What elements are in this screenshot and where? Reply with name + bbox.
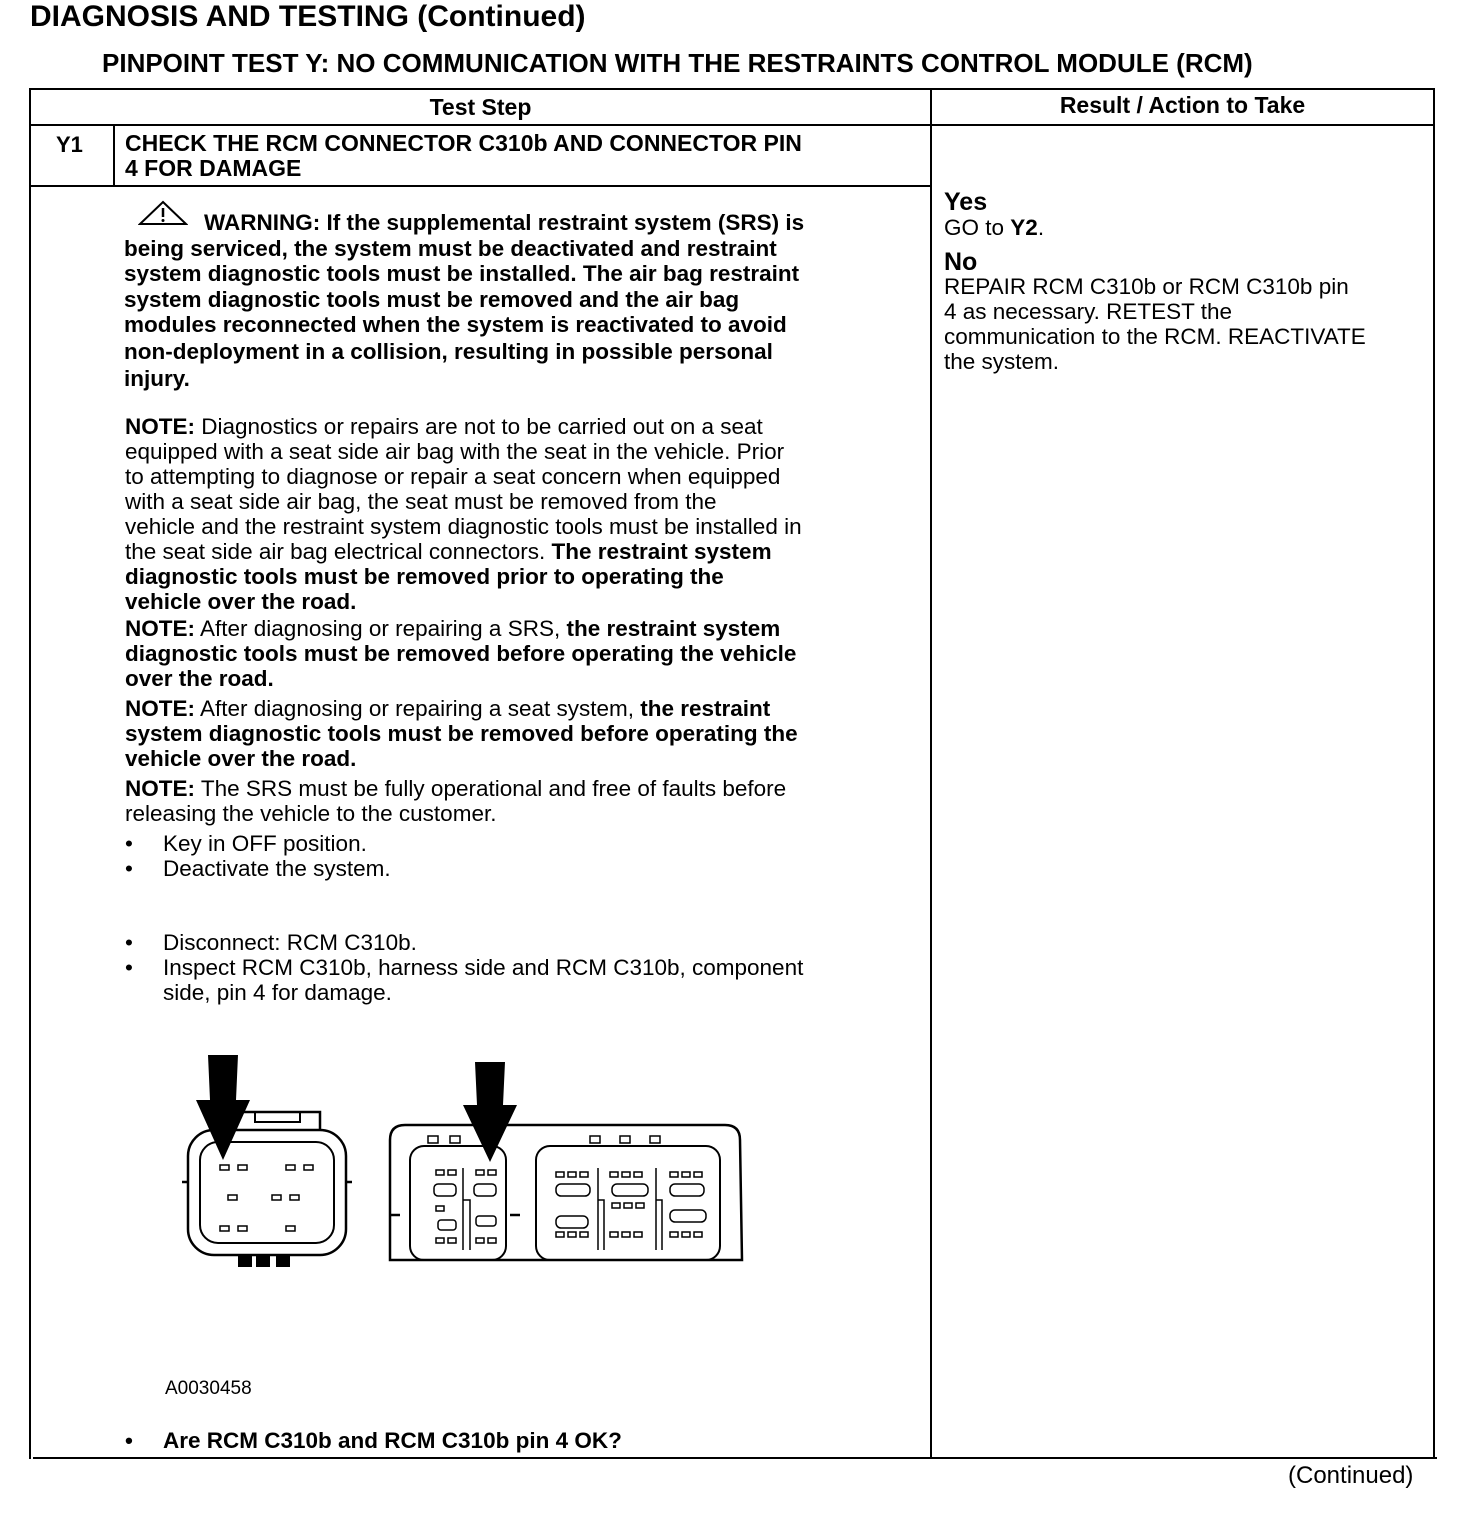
note-after-seat-repair [125,696,915,771]
warning-line: system diagnostic tools must be installed. The air bag restraint [124,261,800,286]
result-no-line: 4 as necessary. RETEST the [944,299,1233,324]
bullet-icon: • [125,856,133,881]
note-text: the seat side air bag electrical connectors. [125,539,552,564]
arrow-down-icon [196,1055,250,1160]
result-yes-period: . [1037,215,1045,240]
note-bold-text: vehicle over the road. [125,746,357,771]
header-test-step: Test Step [429,94,532,120]
warning-block [124,210,914,392]
note-bold-text: diagnostic tools must be removed before operating the vehicle [125,641,797,666]
table-right-border [1433,88,1435,1459]
bullet-icon: • [125,831,133,856]
list-item-text: Inspect RCM C310b, harness side and RCM C310b, component [163,955,804,980]
note-text: Diagnostics or repairs are not to be carried out on a seat [195,414,763,439]
note-text: After diagnosing or repairing a seat system, [195,696,641,721]
result-no-line: the system. [944,349,1060,374]
result-no-line: communication to the RCM. REACTIVATE [944,324,1366,349]
note-label: NOTE: [125,616,195,641]
note-seat-side-air-bag [125,414,915,614]
result-no-label: No [944,248,978,276]
list-item-text: side, pin 4 for damage. [163,980,392,1005]
note-bold-text: The restraint system [551,539,772,564]
note-text: with a seat side air bag, the seat must be removed from the [125,489,717,514]
list-item-text: Deactivate the system. [163,856,391,881]
note-text: releasing the vehicle to the customer. [125,801,497,826]
step-title-line: CHECK THE RCM CONNECTOR C310b AND CONNECTOR PIN [125,130,802,156]
list-item-text: Disconnect: RCM C310b. [163,930,417,955]
note-bold-text: the restraint [640,696,771,721]
warning-line: modules reconnected when the system is reactivated to avoid [124,312,787,337]
note-text: vehicle and the restraint system diagnostic tools must be installed in [125,514,802,539]
header-bottom-border [29,124,1433,126]
result-yes-target: Y2 [1010,215,1038,240]
warning-line: WARNING: If the supplemental restraint system (SRS) is [204,210,805,235]
result-yes-action [944,215,1044,240]
note-bold-text: diagnostic tools must be removed prior to operating the [125,564,724,589]
table-bottom-border [33,1457,1437,1459]
table-top-border [29,88,1433,90]
step-title [125,131,802,181]
pinpoint-test-title: PINPOINT TEST Y: NO COMMUNICATION WITH THE RESTRAINTS CONTROL MODULE (RCM) [102,48,1253,78]
connector-diagram [180,1050,750,1280]
note-text: After diagnosing or repairing a SRS, [195,616,567,641]
step-id: Y1 [56,132,83,157]
note-srs-operational [125,776,915,826]
bullet-icon: • [125,1428,133,1453]
warning-line: injury. [124,366,190,391]
page-title: DIAGNOSIS AND TESTING (Continued) [30,0,586,33]
result-no-action [944,274,1430,374]
note-bold-text: over the road. [125,666,274,691]
step-title-line: 4 FOR DAMAGE [125,155,302,181]
figure-id: A0030458 [165,1378,252,1399]
note-bold-text: vehicle over the road. [125,589,357,614]
note-bold-text: system diagnostic tools must be removed before operating the [125,721,798,746]
header-result-action: Result / Action to Take [1059,92,1306,118]
bullet-icon: • [125,930,133,955]
result-yes-text: GO to [944,215,1011,240]
bullet-icon: • [125,955,133,980]
list-item-text: Key in OFF position. [163,831,367,856]
note-label: NOTE: [125,696,195,721]
note-label: NOTE: [125,776,195,801]
step-title-bottom-border [29,185,931,187]
harness-connector-outline [188,1130,346,1255]
table-left-border [29,88,31,1459]
note-label: NOTE: [125,414,195,439]
note-bold-text: the restraint system [566,616,781,641]
column-divider [930,88,932,1459]
note-text: to attempting to diagnose or repair a seat concern when equipped [125,464,781,489]
warning-line: being serviced, the system must be deactivated and restraint [124,235,777,261]
note-text: The SRS must be fully operational and free of faults before [195,776,787,801]
warning-line: non-deployment in a collision, resulting in possible personal [124,338,773,364]
continued-label: (Continued) [1288,1462,1414,1489]
warning-line: system diagnostic tools must be removed and the air bag [124,286,740,312]
step-id-divider [113,124,115,186]
question-text: Are RCM C310b and RCM C310b pin 4 OK? [163,1428,622,1453]
result-yes-label: Yes [944,188,988,216]
result-no-line: REPAIR RCM C310b or RCM C310b pin [944,274,1349,299]
note-after-srs-repair [125,616,915,691]
note-text: equipped with a seat side air bag with the seat in the vehicle. Prior [125,439,785,464]
